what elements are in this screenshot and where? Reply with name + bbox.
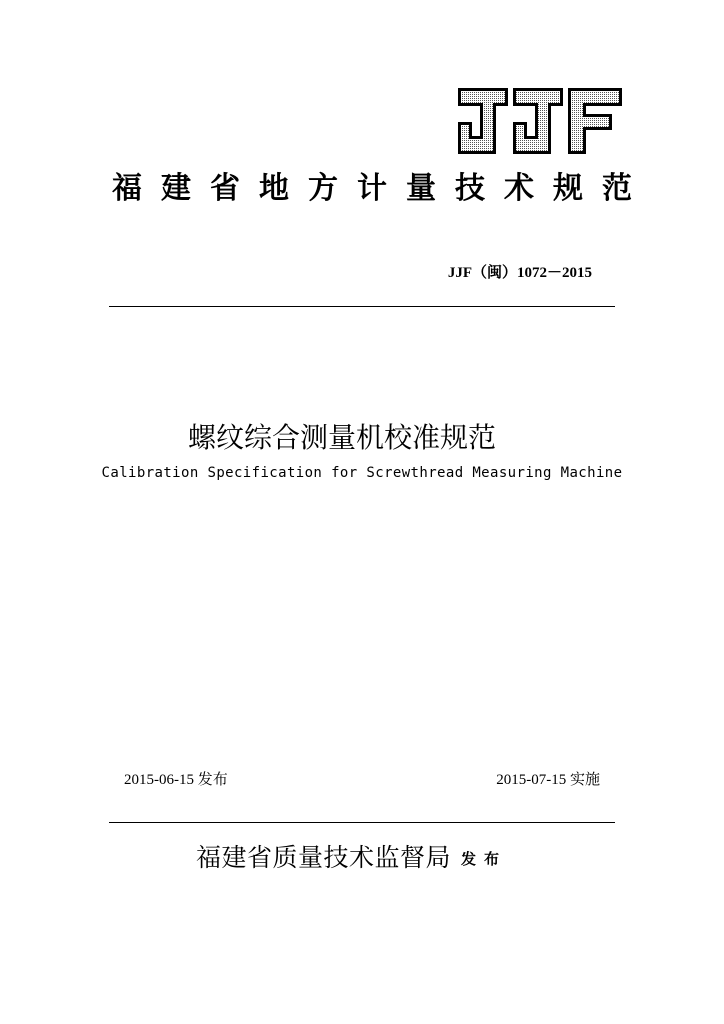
logo-letter-j-1	[458, 88, 508, 154]
document-title-en: Calibration Specification for Screwthread Measuring Machine	[101, 465, 623, 481]
document-title-cn	[0, 418, 724, 458]
implement-date: 2015-07-15 实施	[496, 772, 600, 788]
top-divider	[109, 306, 615, 307]
document-title-cn-text: 螺纹综合测量机校准规范	[187, 421, 496, 454]
publisher-name: 福建省质量技术监督局	[196, 843, 452, 872]
jjf-logo	[456, 86, 624, 156]
logo-letter-j-2	[513, 88, 563, 154]
standard-category-title: 福建省地方计量技术规范	[112, 171, 651, 206]
bottom-divider	[109, 822, 615, 823]
publisher-action: 发布	[461, 850, 508, 868]
logo-letter-f	[568, 88, 622, 154]
publisher-line	[196, 838, 507, 874]
standard-number: JJF（闽）1072－2015	[447, 265, 592, 281]
issue-date: 2015-06-15 发布	[124, 772, 228, 788]
